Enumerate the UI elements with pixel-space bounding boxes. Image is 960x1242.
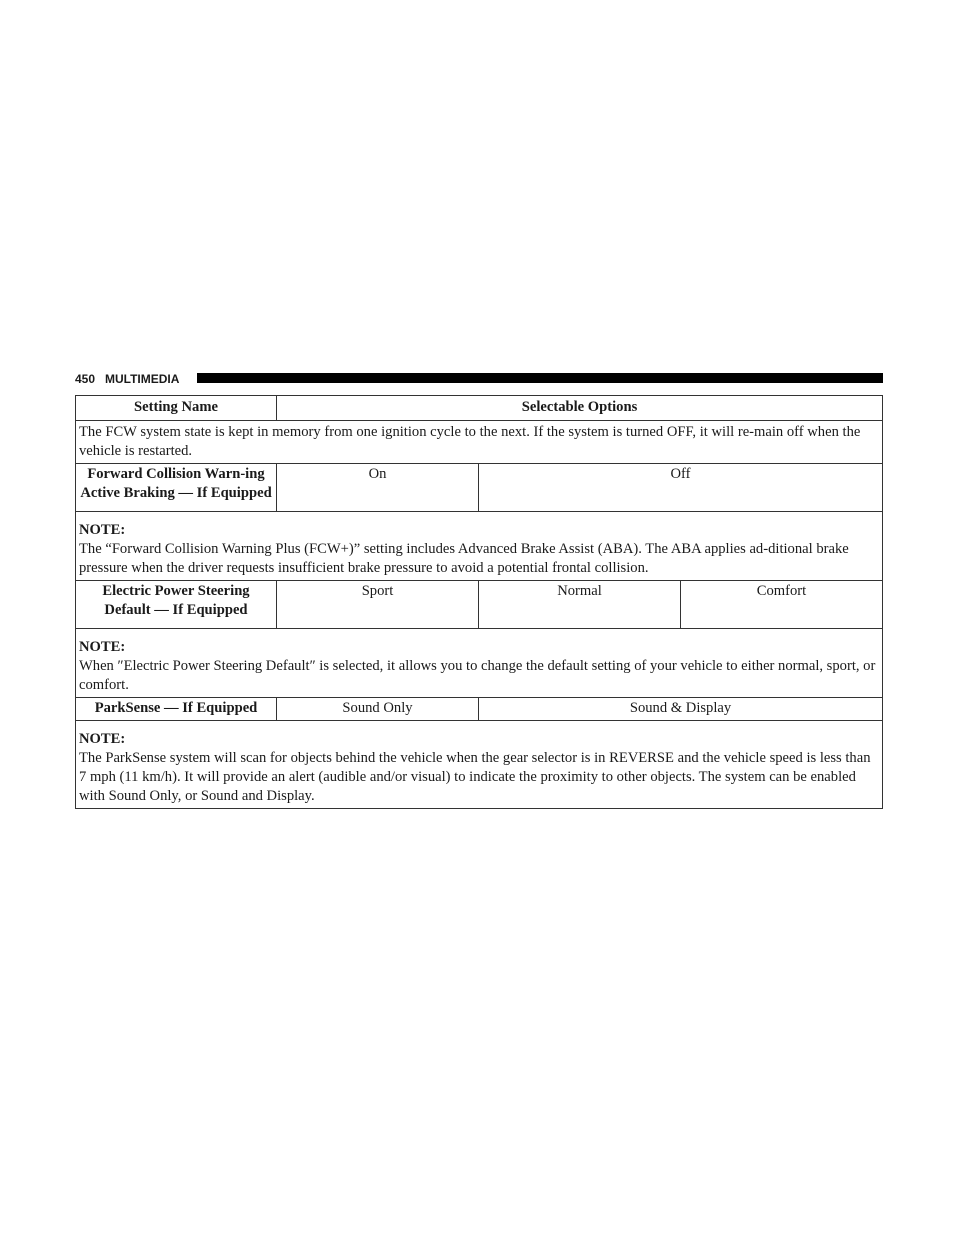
note-row-fcw bbox=[76, 512, 883, 581]
option-sound-only: Sound Only bbox=[277, 698, 479, 721]
setting-name-parksense: ParkSense — If Equipped bbox=[76, 698, 277, 721]
note-row-parksense bbox=[76, 721, 883, 809]
table-row-parksense bbox=[76, 698, 883, 721]
column-header-selectable-options: Selectable Options bbox=[277, 396, 883, 421]
option-sport: Sport bbox=[277, 581, 479, 629]
note-eps bbox=[76, 629, 883, 698]
table-row bbox=[76, 421, 883, 464]
fcw-memory-description: The FCW system state is kept in memory from one ignition cycle to the next. If the system is turned OFF, it will re-main off when the vehicle is restarted. bbox=[76, 421, 883, 464]
note-label: NOTE: bbox=[79, 639, 126, 655]
note-text: When ″Electric Power Steering Default″ is selected, it allows you to change the default setting of your vehicle to either normal, sport, or comfort. bbox=[79, 658, 876, 693]
setting-name-fcw: Forward Collision Warn-ing Active Braking — If Equipped bbox=[76, 464, 277, 512]
option-normal: Normal bbox=[479, 581, 681, 629]
settings-table bbox=[75, 395, 883, 809]
note-row-eps bbox=[76, 629, 883, 698]
column-header-setting-name: Setting Name bbox=[76, 396, 277, 421]
note-label: NOTE: bbox=[79, 731, 126, 747]
page-number: 450 bbox=[75, 372, 96, 386]
option-on: On bbox=[277, 464, 479, 512]
note-text: The ParkSense system will scan for objects behind the vehicle when the gear selector is in REVERSE and the vehicle speed is less than 7 mph (11 km/h). It will provide an alert (audible and/or visual) to indicate the proximity to other objects. The system can be enabled with Sound Only, or Sound and Display. bbox=[79, 750, 871, 804]
setting-name-eps: Electric Power Steering Default — If Equipped bbox=[76, 581, 277, 629]
option-off: Off bbox=[479, 464, 883, 512]
option-comfort: Comfort bbox=[681, 581, 883, 629]
note-fcw bbox=[76, 512, 883, 581]
note-parksense bbox=[76, 721, 883, 809]
header-rule bbox=[197, 373, 883, 383]
section-title: MULTIMEDIA bbox=[105, 372, 180, 386]
page-header bbox=[75, 372, 883, 386]
option-sound-and-display: Sound & Display bbox=[479, 698, 883, 721]
table-row-fcw bbox=[76, 464, 883, 512]
note-label: NOTE: bbox=[79, 522, 126, 538]
table-header-row bbox=[76, 396, 883, 421]
note-text: The “Forward Collision Warning Plus (FCW+)” setting includes Advanced Brake Assist (ABA). The ABA applies ad-ditional brake pressure when the driver requests insufficient brake pressure to avoid a potential frontal collision. bbox=[79, 541, 849, 576]
table-row-eps bbox=[76, 581, 883, 629]
